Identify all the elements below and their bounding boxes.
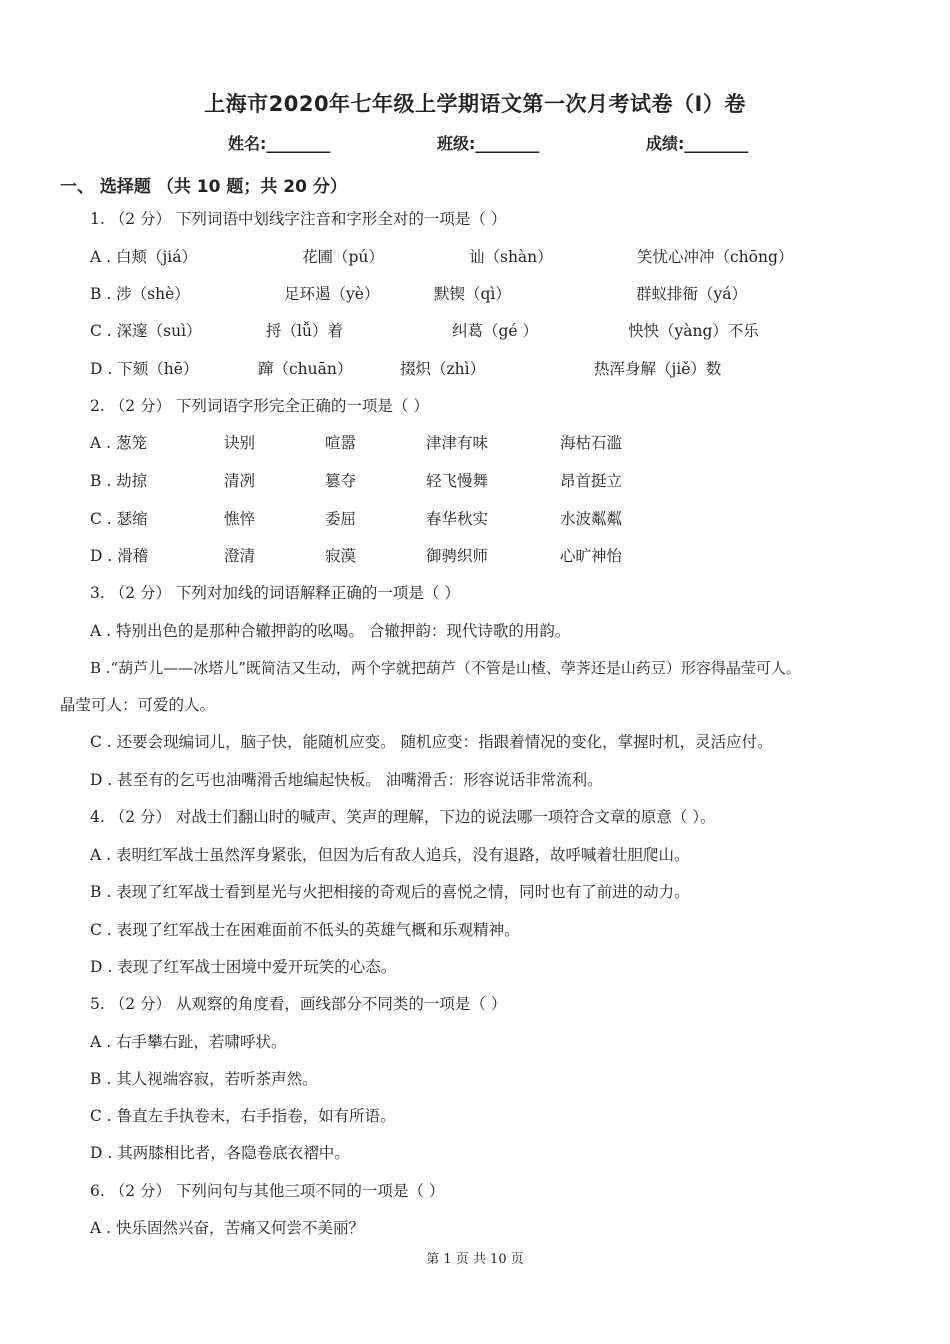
option-c: C . 还要会现编词儿，脑子快，能随机应变。 随机应变：指跟着情况的变化，掌握时机，灵活应付。 [90, 733, 773, 751]
option-cell: D . 滑稽 [90, 547, 149, 565]
option-c: C . 表现了红军战士在困难面前不低头的英雄气概和乐观精神。 [90, 921, 520, 939]
option-b: B . 其人视端容寂，若听茶声然。 [90, 1070, 318, 1088]
name-field: 姓名:________ [228, 134, 331, 153]
option-row [90, 470, 850, 492]
question-stem: 1. （2 分） 下列词语中划线字注音和字形全对的一项是（ ） [90, 210, 507, 228]
option-cell: C . 瑟缩 [90, 510, 148, 528]
option-a: A . 表明红军战士虽然浑身紧张，但因为后有敌人追兵，没有退路，故呼喊着壮胆爬山。 [90, 846, 690, 864]
option-cell: 清冽 [224, 472, 256, 490]
option-d: D . 其两膝相比者，各隐卷底衣褶中。 [90, 1144, 350, 1162]
option-cell: 群蚁排衙（yá） [636, 285, 747, 303]
option-cell: 诀别 [224, 434, 256, 452]
option-cell: 委屈 [325, 510, 357, 528]
class-field: 班级:________ [437, 134, 540, 153]
option-cell: 昂首挺立 [560, 472, 623, 490]
question-stem: 4. （2 分） 对战士们翻山时的喊声、笑声的理解，下边的说法哪一项符合文章的原意（ ）。 [90, 808, 716, 826]
option-cell: 心旷神怡 [560, 547, 623, 565]
option-cell: 捋（lǚ）着 [266, 322, 343, 340]
question-stem: 5. （2 分） 从观察的角度看，画线部分不同类的一项是（ ） [90, 995, 507, 1013]
option-cell: 海枯石滥 [560, 434, 623, 452]
option-row [90, 545, 850, 567]
option-cell: 澄清 [224, 547, 256, 565]
option-cell: 篡夺 [325, 472, 357, 490]
option-cell: A . 白颊（jiá） [90, 248, 197, 266]
option-row [90, 432, 850, 454]
option-cell: 怏怏（yàng）不乐 [628, 322, 759, 340]
option-cell: 掇炽（zhì） [400, 360, 486, 378]
option-cell: 憔悴 [224, 510, 256, 528]
option-b: B .“葫芦儿——冰塔儿”既简洁又生动，两个字就把葫芦（不管是山楂、荸荠还是山药豆）形容得晶莹可人。 [90, 659, 801, 677]
option-row [90, 283, 850, 305]
option-row [90, 320, 850, 342]
question-stem: 2. （2 分） 下列词语字形完全正确的一项是（ ） [90, 397, 429, 415]
option-a: A . 特别出色的是那种合辙押韵的吆喝。 合辙押韵：现代诗歌的用韵。 [90, 622, 571, 640]
option-c: C . 鲁直左手执卷末，右手指卷，如有所语。 [90, 1107, 396, 1125]
question-stem: 3. （2 分） 下列对加线的词语解释正确的一项是（ ） [90, 584, 460, 602]
option-cell: 纠葛（gé ） [452, 322, 539, 340]
option-a: A . 右手攀右趾，若啸呼状。 [90, 1033, 287, 1051]
option-cell: 热浑身解（jiě）数 [594, 360, 722, 378]
option-cell: B . 涉（shè） [90, 285, 190, 303]
option-cell: 笑忧心冲冲（chōng） [637, 248, 794, 266]
option-cell: 花圃（pú） [302, 248, 384, 266]
option-cell: 寂漠 [325, 547, 357, 565]
option-cell: 讪（shàn） [469, 248, 553, 266]
option-cell: 喧嚣 [325, 434, 357, 452]
option-cell: 津津有味 [426, 434, 489, 452]
option-cell: 蹿（chuān） [258, 360, 353, 378]
option-cell: D . 下颏（hē） [90, 360, 199, 378]
score-field: 成绩:________ [646, 134, 749, 153]
option-cell: 轻飞慢舞 [426, 472, 489, 490]
option-cell: 足环遏（yè） [284, 285, 380, 303]
question-stem: 6. （2 分） 下列问句与其他三项不同的一项是（ ） [90, 1182, 445, 1200]
option-cell: C . 深邃（suì） [90, 322, 202, 340]
option-cell: 御骋织师 [426, 547, 489, 565]
option-d: D . 表现了红军战士困境中爱开玩笑的心态。 [90, 958, 397, 976]
option-row [90, 508, 850, 530]
option-b: B . 表现了红军战士看到星光与火把相接的奇观后的喜悦之情，同时也有了前进的动力。 [90, 883, 690, 901]
option-b-continued: 晶莹可人：可爱的人。 [60, 696, 216, 714]
option-d: D . 甚至有的乞丐也油嘴滑舌地编起快板。 油嘴滑舌：形容说话非常流利。 [90, 771, 603, 789]
exam-title: 上海市2020年七年级上学期语文第一次月考试卷（I）卷 [204, 92, 746, 116]
section-heading: 一、 选择题 （共 10 题；共 20 分） [60, 177, 347, 197]
option-row [90, 246, 850, 268]
option-cell: 水波粼粼 [560, 510, 623, 528]
option-cell: 春华秋实 [426, 510, 489, 528]
option-cell: B . 劫掠 [90, 472, 148, 490]
option-row [90, 358, 850, 380]
page-footer: 第 1 页 共 10 页 [426, 1252, 524, 1267]
option-cell: 默锲（qì） [434, 285, 511, 303]
option-cell: A . 葱笼 [90, 434, 147, 452]
option-a: A . 快乐固然兴奋，苦痛又何尝不美丽？ [90, 1219, 364, 1237]
